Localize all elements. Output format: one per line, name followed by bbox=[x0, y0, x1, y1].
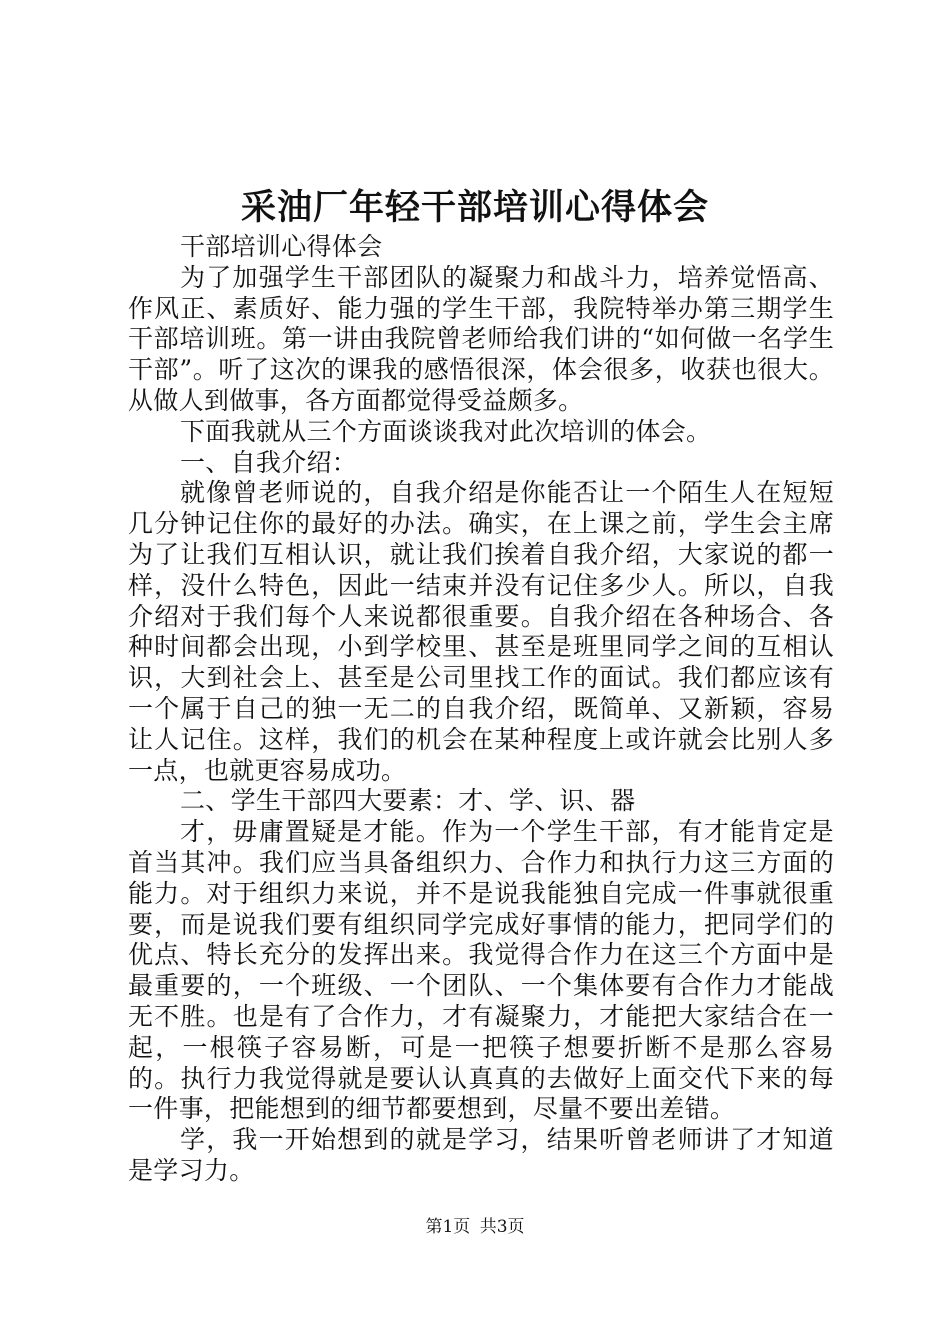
paragraph-learning: 学，我一开始想到的就是学习，结果听曾老师讲了才知道是学习力。 bbox=[128, 1125, 834, 1185]
page-number: 第1页 bbox=[425, 1217, 471, 1237]
page-footer bbox=[0, 1215, 950, 1239]
paragraph-subtitle: 干部培训心得体会 bbox=[180, 232, 383, 261]
paragraph-talent: 才，毋庸置疑是才能。作为一个学生干部，有才能肯定是首当其冲。我们应当具备组织力、合作力和执行力这三方面的能力。对于组织力来说，并不是说我能独自完成一件事就很重要，而是说我们要有组织同学完成好事情的能力，把同学们的优点、特长充分的发挥出来。我觉得合作力在这三个方面中是最重要的，一个班级、一个团队、一个集体要有合作力才能战无不胜。也是有了合作力，才有凝聚力，才能把大家结合在一起，一根筷子容易断，可是一把筷子想要折断不是那么容易的。执行力我觉得就是要认认真真的去做好上面交代下来的每一件事，把能想到的细节都要想到，尽量不要出差错。 bbox=[128, 817, 834, 1124]
document-title: 采油厂年轻干部培训心得体会 bbox=[240, 187, 709, 228]
paragraph-intro: 为了加强学生干部团队的凝聚力和战斗力，培养觉悟高、作风正、素质好、能力强的学生干部，我院特举办第三期学生干部培训班。第一讲由我院曾老师给我们讲的“如何做一名学生干部”。听了这次的课我的感悟很深，体会很多，收获也很大。从做人到做事，各方面都觉得受益颇多。 bbox=[128, 262, 834, 415]
document-body bbox=[128, 232, 834, 1187]
paragraph-self-intro: 就像曾老师说的，自我介绍是你能否让一个陌生人在短短几分钟记住你的最好的办法。确实，在上课之前，学生会主席为了让我们互相认识，就让我们挨着自我介绍，大家说的都一样，没什么特色，因此一结束并没有记住多少人。所以，自我介绍对于我们每个人来说都很重要。自我介绍在各种场合、各种时间都会出现，小到学校里、甚至是班里同学之间的互相认识，大到社会上、甚至是公司里找工作的面试。我们都应该有一个属于自己的独一无二的自我介绍，既简单、又新颖，容易让人记住。这样，我们的机会在某种程度上或许就会比别人多一点，也就更容易成功。 bbox=[128, 478, 834, 785]
section-heading-2: 二、学生干部四大要素：才、学、识、器 bbox=[180, 786, 636, 816]
paragraph-overview: 下面我就从三个方面谈谈我对此次培训的体会。 bbox=[180, 416, 712, 446]
page-total: 共3页 bbox=[479, 1217, 525, 1237]
section-heading-1: 一、自我介绍： bbox=[180, 447, 358, 477]
